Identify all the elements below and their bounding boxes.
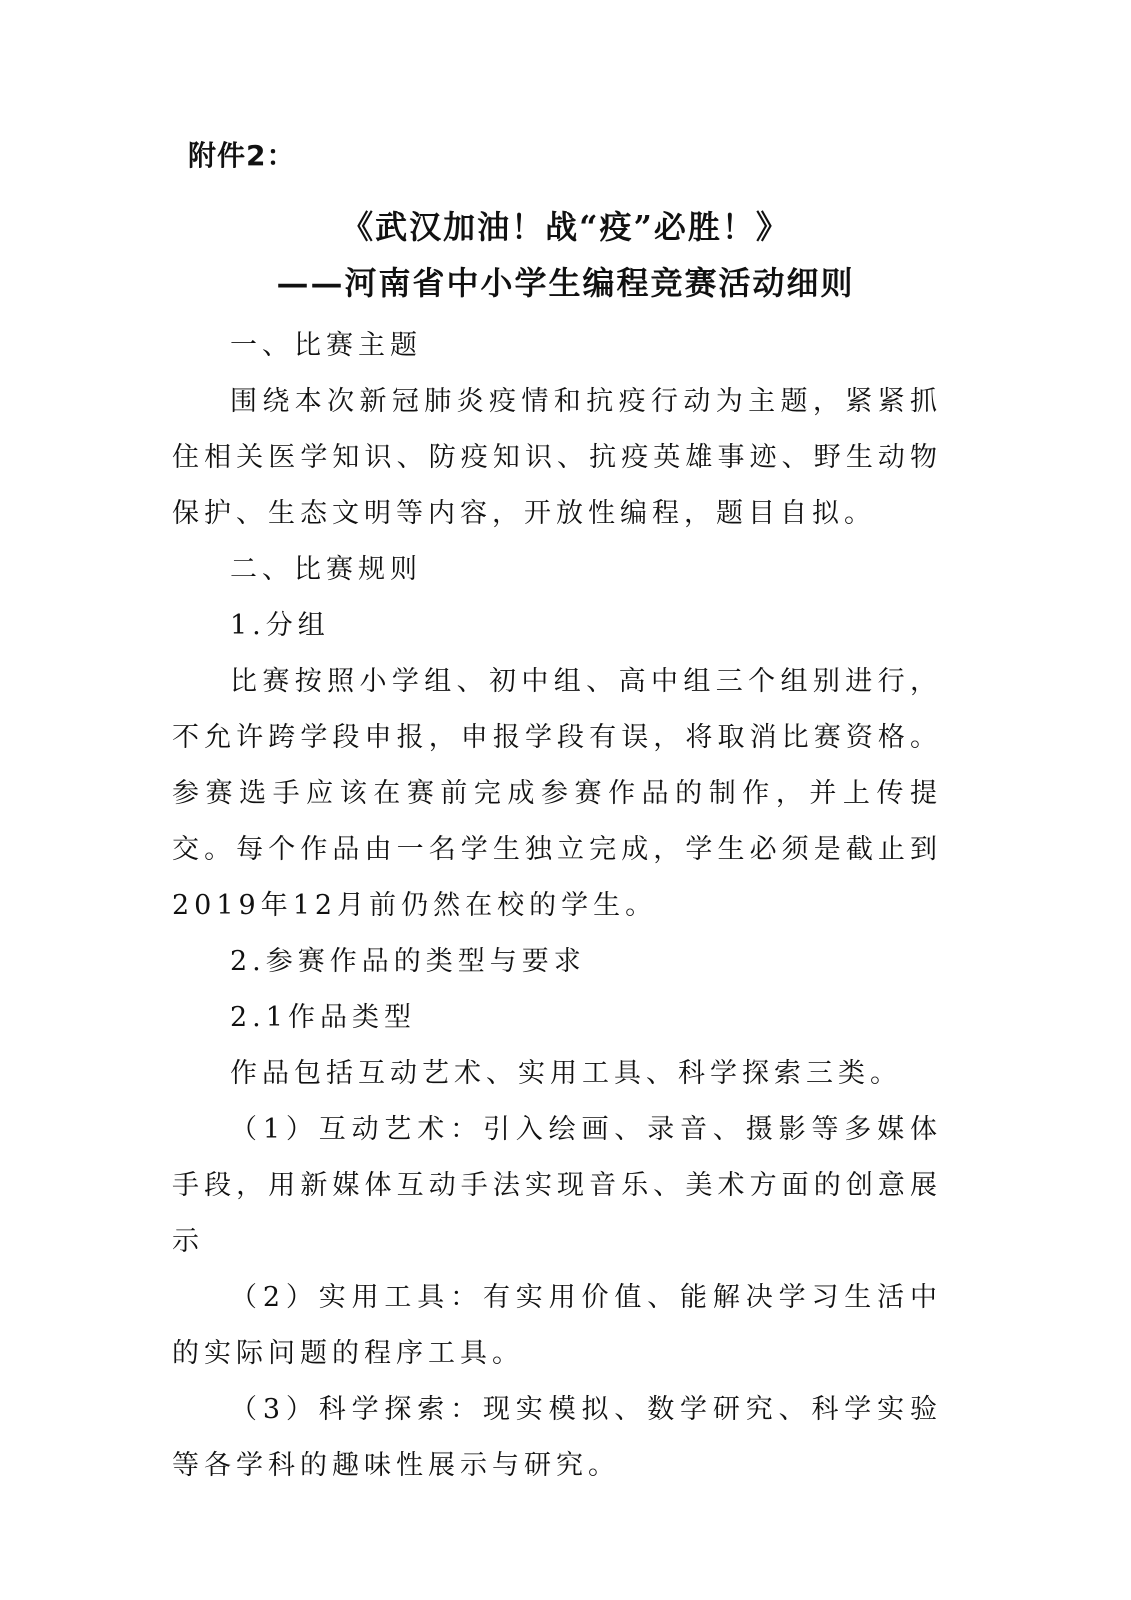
attachment-label: 附件2： — [188, 139, 296, 172]
subsection-heading-grouping: 1.分组 — [230, 610, 330, 641]
section-heading-theme: 一、比赛主题 — [230, 330, 422, 361]
document-title: 《武汉加油！战“疫”必胜！》 — [341, 208, 790, 246]
list-item-science-exploration: （3）科学探索：现实模拟、数学研究、科学实验等各学科的趣味性展示与研究。 — [172, 1394, 942, 1481]
paragraph-work-types: 作品包括互动艺术、实用工具、科学探索三类。 — [230, 1058, 902, 1089]
subsection-heading-work-types: 2.1作品类型 — [230, 1002, 416, 1033]
paragraph-theme: 围绕本次新冠肺炎疫情和抗疫行动为主题，紧紧抓住相关医学知识、防疫知识、抗疫英雄事迹、野生动物保护、生态文明等内容，开放性编程，题目自拟。 — [172, 386, 942, 529]
document-body — [172, 318, 942, 1494]
subsection-heading-work-types-requirements: 2.参赛作品的类型与要求 — [230, 946, 586, 977]
document-subtitle: ——河南省中小学生编程竞赛活动细则 — [276, 264, 855, 302]
paragraph-grouping: 比赛按照小学组、初中组、高中组三个组别进行，不允许跨学段申报，申报学段有误，将取消比赛资格。参赛选手应该在赛前完成参赛作品的制作，并上传提交。每个作品由一名学生独立完成，学生必须是截止到2019年12月前仍然在校的学生。 — [172, 666, 942, 921]
section-heading-rules: 二、比赛规则 — [230, 554, 422, 585]
list-item-interactive-art: （1）互动艺术：引入绘画、录音、摄影等多媒体手段，用新媒体互动手法实现音乐、美术方面的创意展示 — [172, 1114, 942, 1257]
list-item-practical-tools: （2）实用工具：有实用价值、能解决学习生活中的实际问题的程序工具。 — [172, 1282, 942, 1369]
